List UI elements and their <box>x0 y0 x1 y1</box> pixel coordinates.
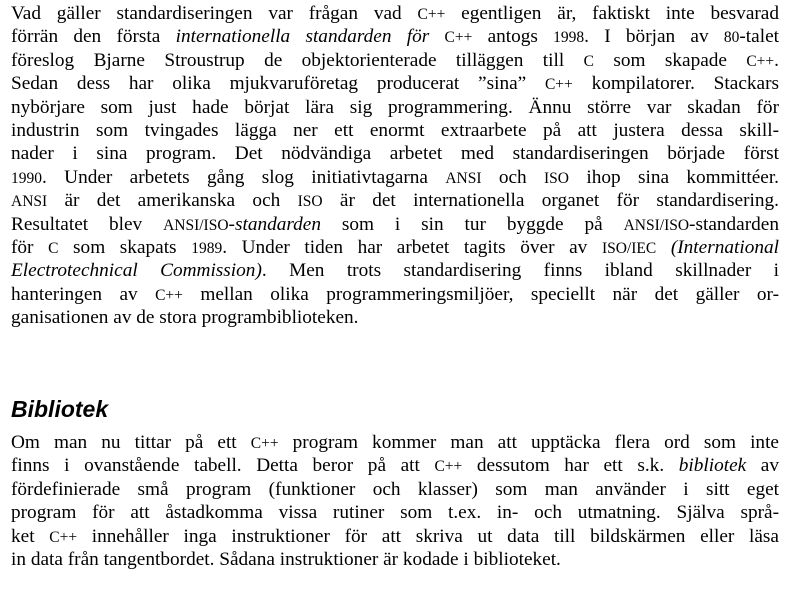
small-caps-text: C++ <box>746 52 775 70</box>
text-run: . I början av <box>584 26 724 48</box>
text-run: . Under arbetets gång slog initiativtagarna <box>42 166 446 188</box>
text-line <box>11 72 779 95</box>
paragraph-bibliotek <box>11 431 779 571</box>
small-caps-text: ANSI <box>445 169 482 187</box>
small-caps-text: C++ <box>49 528 78 546</box>
text-run: dessutom har ett s.k. <box>462 455 679 477</box>
italic-text: internationella standarden för <box>175 26 430 48</box>
text-run: . Men trots standardisering finns ibland skillnader i <box>261 260 779 282</box>
text-run: är det amerikanska och <box>47 190 298 212</box>
small-caps-text: ANSI/ISO <box>623 216 690 234</box>
small-caps-text: C <box>48 239 59 257</box>
text-run: fördefinierade små program (funktioner och klasser) som man använder i sitt eget <box>11 478 779 500</box>
italic-text: (International <box>670 236 779 258</box>
text-run: nader i sina program. Det nödvändiga arbetet med standardiseringen började först <box>11 143 779 165</box>
italic-text: Electrotechnical Commission) <box>11 260 262 282</box>
text-line <box>11 213 779 236</box>
text-line <box>11 189 779 212</box>
text-run: är det internationella organet för standardisering. <box>322 190 779 212</box>
small-caps-text: 1989 <box>191 239 223 257</box>
small-caps-text: ANSI <box>11 193 48 211</box>
italic-text: standarden <box>234 213 322 235</box>
small-caps-text: ISO <box>297 193 323 211</box>
small-caps-text: 80 <box>723 29 740 47</box>
text-run: ket <box>11 525 50 547</box>
text-run: antogs <box>472 26 554 48</box>
text-run: finns i ovanstående tabell. Detta beror på att <box>11 455 435 477</box>
text-line <box>11 49 779 72</box>
text-line <box>11 548 779 571</box>
small-caps-text: C++ <box>417 6 446 23</box>
text-run: ihop sina kommittéer. <box>569 166 779 188</box>
small-caps-text: ANSI/ISO <box>163 216 229 234</box>
text-line <box>11 2 779 25</box>
small-caps-text: C++ <box>155 286 183 304</box>
text-line <box>11 454 779 477</box>
text-run: -standarden <box>689 213 779 235</box>
small-caps-text: C++ <box>434 458 463 476</box>
text-line <box>11 166 779 189</box>
small-caps-text: ISO <box>544 169 569 187</box>
text-line <box>11 119 779 142</box>
small-caps-text: ISO/IEC <box>601 239 657 257</box>
text-run: -talet <box>739 26 779 48</box>
text-line <box>11 306 779 329</box>
text-run: Sedan dess har olika mjukvaruföretag producerat ”sina” <box>11 73 545 95</box>
text-line <box>11 501 779 524</box>
text-run: mellan olika programmeringsmiljöer, speciellt när det gäller or- <box>182 283 779 305</box>
section-heading-bibliotek: Bibliotek <box>11 396 109 422</box>
text-run: egentligen är, faktiskt inte besvarad <box>445 3 780 24</box>
text-line <box>11 236 779 259</box>
text-run: . Under tiden har arbetet tagits över av <box>222 236 602 258</box>
small-caps-text: C <box>583 52 594 70</box>
text-run: som i sin tur byggde på <box>321 213 624 235</box>
text-run: Resultatet blev <box>11 213 164 235</box>
text-run <box>656 237 671 258</box>
small-caps-text: 1990 <box>11 169 42 187</box>
text-run: Vad gäller standardiseringen var frågan vad <box>11 3 418 24</box>
small-caps-text: C++ <box>250 435 279 452</box>
text-run: Om man nu tittar på ett <box>11 432 251 453</box>
small-caps-text: C++ <box>444 29 473 47</box>
text-run: nybörjare som just hade börjat lära sig programmering. Ännu större var skadan för <box>11 96 779 118</box>
text-run: kompilatorer. Stackars <box>572 73 779 95</box>
text-run: hanteringen av <box>11 283 156 305</box>
text-run: av <box>746 455 779 477</box>
text-run: . <box>774 49 779 71</box>
text-run <box>429 26 444 47</box>
small-caps-text: C++ <box>544 76 573 94</box>
text-run: innehåller inga instruktioner för att skriva ut data till bildskärmen eller läsa <box>77 525 779 547</box>
small-caps-text: 1998 <box>553 29 585 47</box>
text-line <box>11 478 779 501</box>
text-line <box>11 431 779 454</box>
text-run: in data från tangentbordet. Sådana instruktioner är kodade i biblioteket. <box>11 548 561 570</box>
paragraph-history <box>11 2 779 329</box>
text-run: som skapade <box>593 49 747 71</box>
text-run: program kommer man att upptäcka flera ord som inte <box>278 432 779 453</box>
text-run: och <box>481 166 545 188</box>
text-run: program för att åstadkomma vissa rutiner som t.ex. in- och utmatning. Själva språ- <box>11 502 779 524</box>
text-run: ganisationen av de stora programbiblioteken. <box>11 307 359 329</box>
italic-text: bibliotek <box>678 455 747 477</box>
text-line <box>11 25 779 48</box>
text-line <box>11 96 779 119</box>
text-run: - <box>228 213 235 235</box>
text-run: som skapats <box>58 236 192 258</box>
text-line <box>11 259 779 282</box>
text-line <box>11 283 779 306</box>
text-run: förrän den första <box>11 26 176 48</box>
text-line <box>11 142 779 165</box>
text-run: industrin som tvingades lägga ner ett enormt extraarbete på att justera dessa skill- <box>11 119 779 141</box>
text-run: föreslog Bjarne Stroustrup de objektorienterade tilläggen till <box>11 49 584 71</box>
text-run: för <box>11 236 49 258</box>
text-line <box>11 525 779 548</box>
